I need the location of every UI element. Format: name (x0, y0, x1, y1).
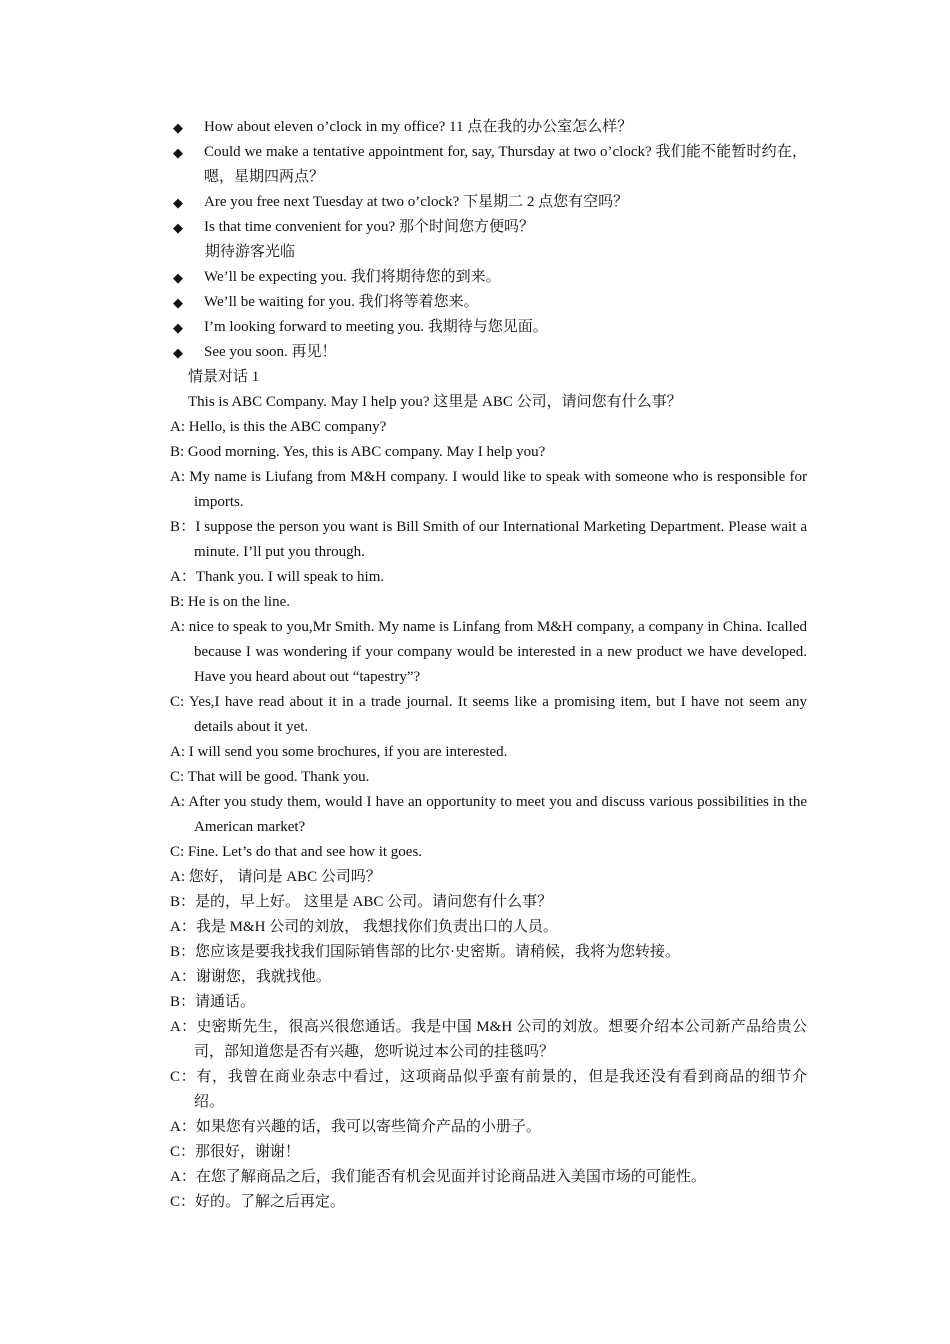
dialogue-line-en: C: Fine. Let’s do that and see how it goes. (170, 844, 423, 860)
diamond-bullet-icon: ◆ (173, 320, 183, 335)
bullet-item (170, 115, 807, 140)
bullet-item (170, 190, 807, 215)
dialogue-line-en: A: nice to speak to you,Mr Smith. My name is Linfang from M&H company, a company in China. Icalled because I was wondering if your company would be interested in a new product we have developed. Have you heard about out “tapestry”? (170, 619, 807, 685)
dialogue-line-zh: C：那很好，谢谢！ (170, 1144, 301, 1160)
dialogue-line-zh: C：好的。了解之后再定。 (170, 1194, 346, 1210)
dialogue-line-en: B：I suppose the person you want is Bill Smith of our International Marketing Department. Please wait a minute. I’ll put you through. (170, 519, 807, 560)
dialogue-line-en: B: He is on the line. (170, 594, 290, 610)
dialogue-line-en: A: I will send you some brochures, if you are interested. (170, 744, 508, 760)
dialogue-line-en: A: My name is Liufang from M&H company. I would like to speak with someone who is responsible for imports. (170, 469, 807, 510)
diamond-bullet-icon: ◆ (173, 195, 183, 210)
dialogue-line-zh: A：史密斯先生，很高兴很您通话。我是中国 M&H 公司的刘放。想要介绍本公司新产品给贵公司，部知道您是否有兴趣，您听说过本公司的挂毯吗？ (170, 1019, 807, 1060)
bullet-text: See you soon. 再见！ (204, 344, 337, 360)
diamond-bullet-icon: ◆ (173, 145, 183, 160)
dialogue-line-zh: C：有，我曾在商业杂志中看过，这项商品似乎蛮有前景的，但是我还没有看到商品的细节介绍。 (170, 1069, 807, 1110)
dialogue-line-zh: A：如果您有兴趣的话，我可以寄些简介产品的小册子。 (170, 1119, 541, 1135)
dialogue-line-zh: A: 您好， 请问是 ABC 公司吗？ (170, 869, 381, 885)
scenario-intro: This is ABC Company. May I help you? 这里是 ABC 公司，请问您有什么事？ (188, 394, 682, 410)
document-page (170, 115, 807, 1215)
bullet-text: We’ll be expecting you. 我们将期待您的到来。 (204, 269, 501, 285)
bullet-item (170, 215, 807, 240)
bullet-text: Are you free next Tuesday at two o’clock? 下星期二 2 点您有空吗？ (204, 194, 629, 210)
bullet-text: How about eleven o’clock in my office? 11 点在我的办公室怎么样？ (204, 119, 633, 135)
bullet-text: I’m looking forward to meeting you. 我期待与您见面。 (204, 319, 548, 335)
diamond-bullet-icon: ◆ (173, 120, 183, 135)
dialogue-line-zh: A：谢谢您，我就找他。 (170, 969, 331, 985)
diamond-bullet-icon: ◆ (173, 295, 183, 310)
section-subheading: 期待游客光临 (205, 244, 296, 260)
bullet-text: We’ll be waiting for you. 我们将等着您来。 (204, 294, 479, 310)
dialogue-line-zh: A：我是 M&H 公司的刘放， 我想找你们负责出口的人员。 (170, 919, 558, 935)
bullet-item (170, 290, 807, 315)
bullet-item (170, 340, 807, 365)
dialogue-line-zh: B：请通话。 (170, 994, 256, 1010)
dialogue-line-en: A：Thank you. I will speak to him. (170, 569, 385, 585)
scenario-title: 情景对话 1 (188, 369, 260, 385)
dialogue-line-zh: B：您应该是要我找我们国际销售部的比尔·史密斯。请稍候，我将为您转接。 (170, 944, 681, 960)
bullet-text: Could we make a tentative appointment for, say, Thursday at two o’clock? 我们能不能暂时约在，嗯，星期四两点？ (204, 144, 807, 185)
dialogue-line-en: A: After you study them, would I have an opportunity to meet you and discuss various possibilities in the American market? (170, 794, 807, 835)
dialogue-line-en: A: Hello, is this the ABC company? (170, 419, 387, 435)
bullet-item (170, 315, 807, 340)
diamond-bullet-icon: ◆ (173, 270, 183, 285)
diamond-bullet-icon: ◆ (173, 345, 183, 360)
bullet-text: Is that time convenient for you? 那个时间您方便吗？ (204, 219, 534, 235)
dialogue-line-zh: A：在您了解商品之后，我们能否有机会见面并讨论商品进入美国市场的可能性。 (170, 1169, 706, 1185)
diamond-bullet-icon: ◆ (173, 220, 183, 235)
dialogue-line-en: C: Yes,I have read about it in a trade journal. It seems like a promising item, but I have not seem any details about it yet. (170, 694, 807, 735)
dialogue-line-zh: B：是的，早上好。 这里是 ABC 公司。请问您有什么事？ (170, 894, 553, 910)
dialogue-line-en: C: That will be good. Thank you. (170, 769, 370, 785)
bullet-item (170, 140, 807, 190)
bullet-item (170, 265, 807, 290)
dialogue-line-en: B: Good morning. Yes, this is ABC company. May I help you? (170, 444, 546, 460)
